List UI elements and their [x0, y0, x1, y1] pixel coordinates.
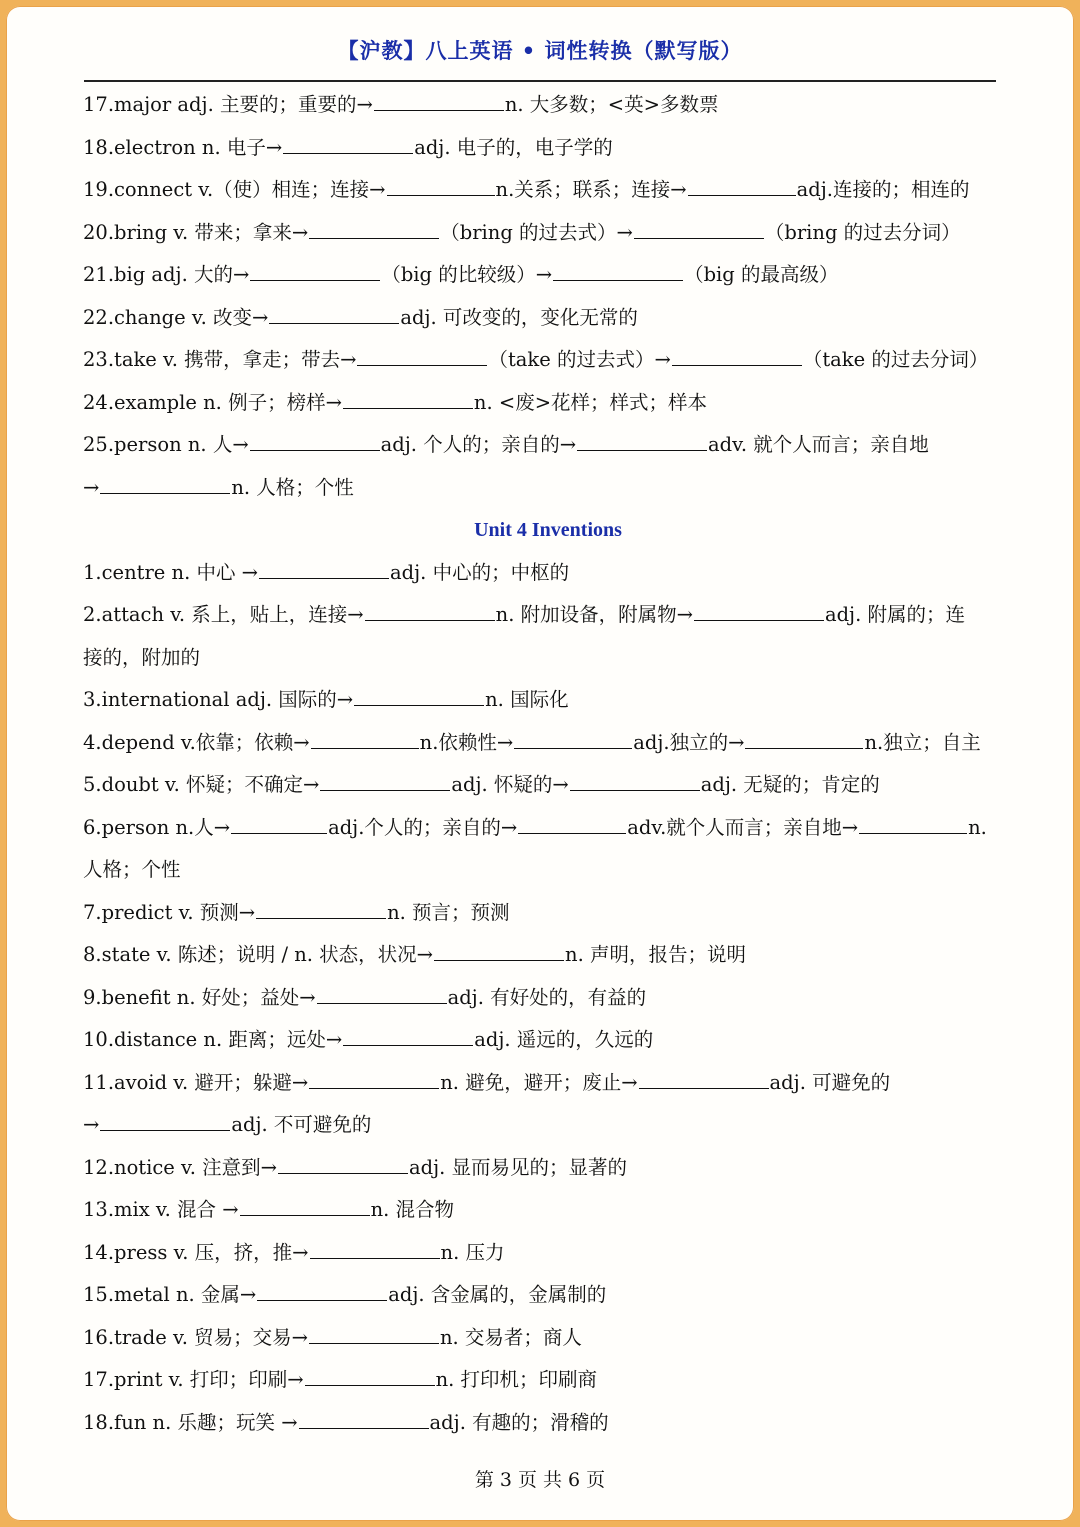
exercise-text: adj. 有趣的；滑稽的: [429, 1410, 609, 1434]
exercise-line: [83, 84, 1013, 127]
exercise-text: n.独立；自主: [864, 730, 981, 754]
exercise-text: 人格；个性: [83, 858, 181, 881]
exercise-line: [83, 339, 1013, 382]
exercise-line: [83, 1147, 1013, 1190]
answer-blank[interactable]: [343, 390, 473, 409]
exercise-line: [83, 849, 1013, 892]
answer-blank[interactable]: [365, 602, 495, 621]
exercise-text: n. 压力: [440, 1240, 505, 1264]
exercise-text: （big 的最高级）: [684, 263, 839, 286]
answer-blank[interactable]: [250, 262, 380, 281]
answer-blank[interactable]: [859, 815, 967, 834]
answer-blank[interactable]: [310, 1240, 440, 1259]
exercise-line: [83, 212, 1013, 255]
answer-blank[interactable]: [269, 305, 399, 324]
unit-heading: Unit 4 Inventions: [474, 519, 622, 541]
answer-blank[interactable]: [672, 347, 802, 366]
exercise-text: 15.metal n. 金属→: [83, 1283, 257, 1306]
answer-blank[interactable]: [343, 1027, 473, 1046]
exercise-text: →: [83, 475, 100, 499]
answer-blank[interactable]: [311, 730, 419, 749]
exercise-text: n. <废>花样；样式；样本: [473, 390, 708, 414]
exercise-text: adj. 可避免的: [769, 1070, 891, 1094]
answer-blank[interactable]: [745, 730, 863, 749]
exercise-line: [83, 1062, 1013, 1105]
exercise-line: [83, 637, 1013, 680]
answer-blank[interactable]: [434, 942, 564, 961]
exercise-text: adj. 遥远的，久远的: [474, 1028, 654, 1051]
exercise-line: [83, 127, 1013, 170]
answer-blank[interactable]: [240, 1197, 370, 1216]
answer-blank[interactable]: [278, 1155, 408, 1174]
exercise-line: [83, 1359, 1013, 1402]
page-footer: 第 3 页 共 6 页: [474, 1469, 606, 1491]
answer-blank[interactable]: [309, 1325, 439, 1344]
exercise-text: 18.electron n. 电子→: [83, 135, 283, 159]
exercise-text: 9.benefit n. 好处；益处→: [83, 985, 316, 1009]
exercise-line: [83, 807, 1013, 850]
exercise-line: [83, 552, 1013, 595]
exercise-list: [83, 84, 1013, 1444]
exercise-text: 16.trade v. 贸易；交易→: [83, 1325, 308, 1349]
exercise-line: [83, 764, 1013, 807]
exercise-text: 13.mix v. 混合 →: [83, 1198, 239, 1221]
answer-blank[interactable]: [514, 730, 632, 749]
exercise-line: [83, 467, 1013, 510]
exercise-text: 5.doubt v. 怀疑；不确定→: [83, 773, 320, 796]
exercise-text: adj. 中心的；中枢的: [390, 560, 570, 584]
answer-blank[interactable]: [357, 347, 487, 366]
exercise-text: 18.fun n. 乐趣；玩笑 →: [83, 1410, 298, 1434]
exercise-text: n. 人格；个性: [231, 475, 354, 499]
answer-blank[interactable]: [320, 772, 450, 791]
exercise-text: 22.change v. 改变→: [83, 305, 269, 329]
exercise-text: adj. 有好处的，有益的: [447, 985, 647, 1009]
exercise-text: n. 大多数；<英>多数票: [504, 93, 719, 116]
exercise-line: [83, 1274, 1013, 1317]
answer-blank[interactable]: [639, 1070, 769, 1089]
exercise-line: [83, 594, 1013, 637]
answer-blank[interactable]: [305, 1367, 435, 1386]
exercise-text: 接的，附加的: [83, 645, 201, 669]
exercise-text: adj.个人的；亲自的→: [328, 815, 518, 839]
exercise-text: （bring 的过去分词）: [764, 220, 961, 244]
exercise-text: adj. 无疑的；肯定的: [700, 773, 880, 796]
exercise-text: adj. 显而易见的；显著的: [408, 1155, 628, 1179]
exercise-text: adj. 怀疑的→: [451, 773, 569, 796]
answer-blank[interactable]: [309, 220, 439, 239]
exercise-text: n. 避免，避开；废止→: [440, 1070, 638, 1094]
answer-blank[interactable]: [250, 432, 380, 451]
answer-blank[interactable]: [283, 135, 413, 154]
exercise-text: 17.print v. 打印；印刷→: [83, 1368, 304, 1391]
exercise-text: 17.major adj. 主要的；重要的→: [83, 93, 373, 116]
exercise-text: 24.example n. 例子；榜样→: [83, 390, 342, 414]
exercise-text: n. 附加设备，附属物→: [495, 603, 693, 626]
exercise-text: 6.person n.人→: [83, 815, 231, 839]
answer-blank[interactable]: [577, 432, 707, 451]
page-header: [84, 36, 996, 82]
exercise-text: adv. 就个人而言；亲自地: [708, 433, 929, 456]
answer-blank[interactable]: [387, 177, 495, 196]
exercise-line: [83, 1104, 1013, 1147]
answer-blank[interactable]: [257, 1282, 387, 1301]
exercise-text: 20.bring v. 带来；拿来→: [83, 220, 309, 244]
exercise-text: 11.avoid v. 避开；躲避→: [83, 1070, 309, 1094]
exercise-text: adj. 含金属的，金属制的: [388, 1283, 607, 1306]
answer-blank[interactable]: [570, 772, 700, 791]
exercise-text: 12.notice v. 注意到→: [83, 1155, 277, 1179]
exercise-text: n.依赖性→: [419, 730, 514, 754]
exercise-text: adj. 可改变的，变化无常的: [400, 305, 638, 329]
exercise-text: 25.person n. 人→: [83, 433, 249, 456]
exercise-text: n. 打印机；印刷商: [435, 1368, 598, 1391]
exercise-text: 1.centre n. 中心 →: [83, 560, 259, 584]
exercise-text: 3.international adj. 国际的→: [83, 688, 354, 711]
exercise-text: 10.distance n. 距离；远处→: [83, 1028, 343, 1051]
exercise-text: 2.attach v. 系上，贴上，连接→: [83, 603, 364, 626]
exercise-line: [83, 679, 1013, 722]
page-frame: [6, 6, 1074, 1521]
exercise-line: [83, 892, 1013, 935]
exercise-text: adj. 电子的，电子学的: [414, 135, 613, 159]
exercise-line: [83, 1189, 1013, 1232]
answer-blank[interactable]: [634, 220, 764, 239]
answer-blank[interactable]: [374, 92, 504, 111]
exercise-line: [83, 382, 1013, 425]
exercise-text: n. 声明，报告；说明: [565, 943, 746, 966]
exercise-line: [83, 1402, 1013, 1445]
exercise-text: n. 预言；预测: [387, 900, 510, 924]
exercise-text: n.: [968, 815, 987, 839]
exercise-text: 23.take v. 携带，拿走；带去→: [83, 348, 357, 371]
exercise-text: 19.connect v.（使）相连；连接→: [83, 178, 386, 201]
exercise-text: adj.独立的→: [633, 730, 745, 754]
answer-blank[interactable]: [259, 560, 389, 579]
exercise-text: adj. 附属的；连: [824, 603, 966, 626]
exercise-text: 8.state v. 陈述；说明 / n. 状态，状况→: [83, 943, 434, 966]
exercise-text: 4.depend v.依靠；依赖→: [83, 730, 310, 754]
exercise-line: [83, 977, 1013, 1020]
exercise-text: （take 的过去分词）: [802, 348, 989, 371]
answer-blank[interactable]: [100, 475, 230, 494]
answer-blank[interactable]: [100, 1112, 230, 1131]
answer-blank[interactable]: [553, 262, 683, 281]
exercise-line: [83, 1317, 1013, 1360]
answer-blank[interactable]: [309, 1070, 439, 1089]
answer-blank[interactable]: [299, 1410, 429, 1429]
exercise-text: n. 混合物: [370, 1198, 455, 1221]
exercise-line: [83, 934, 1013, 977]
answer-blank[interactable]: [231, 815, 327, 834]
exercise-text: 7.predict v. 预测→: [83, 900, 256, 924]
answer-blank[interactable]: [688, 177, 796, 196]
exercise-text: n. 国际化: [485, 688, 569, 711]
exercise-line: [83, 722, 1013, 765]
exercise-line: [83, 1232, 1013, 1275]
exercise-line: [83, 297, 1013, 340]
exercise-text: adv.就个人而言；亲自地→: [627, 815, 859, 839]
document-title: 【沪教】八上英语 • 词性转换（默写版）: [337, 39, 743, 63]
exercise-text: adj. 不可避免的: [231, 1113, 372, 1136]
exercise-text: adj. 个人的；亲自的→: [380, 433, 577, 456]
answer-blank[interactable]: [317, 985, 447, 1004]
answer-blank[interactable]: [256, 900, 386, 919]
exercise-text: （big 的比较级）→: [381, 263, 553, 286]
answer-blank[interactable]: [354, 687, 484, 706]
exercise-text: n.关系；联系；连接→: [495, 178, 687, 201]
exercise-text: （take 的过去式）→: [488, 348, 671, 371]
answer-blank[interactable]: [694, 602, 824, 621]
exercise-text: 14.press v. 压，挤，推→: [83, 1240, 309, 1264]
exercise-text: →: [83, 1113, 100, 1136]
exercise-line: [83, 424, 1013, 467]
exercise-text: adj.连接的；相连的: [796, 178, 970, 201]
answer-blank[interactable]: [518, 815, 626, 834]
exercise-line: [83, 254, 1013, 297]
exercise-text: n. 交易者；商人: [439, 1325, 582, 1349]
exercise-text: （bring 的过去式）→: [440, 220, 633, 244]
exercise-text: 21.big adj. 大的→: [83, 263, 250, 286]
exercise-line: [83, 169, 1013, 212]
exercise-line: [83, 1019, 1013, 1062]
